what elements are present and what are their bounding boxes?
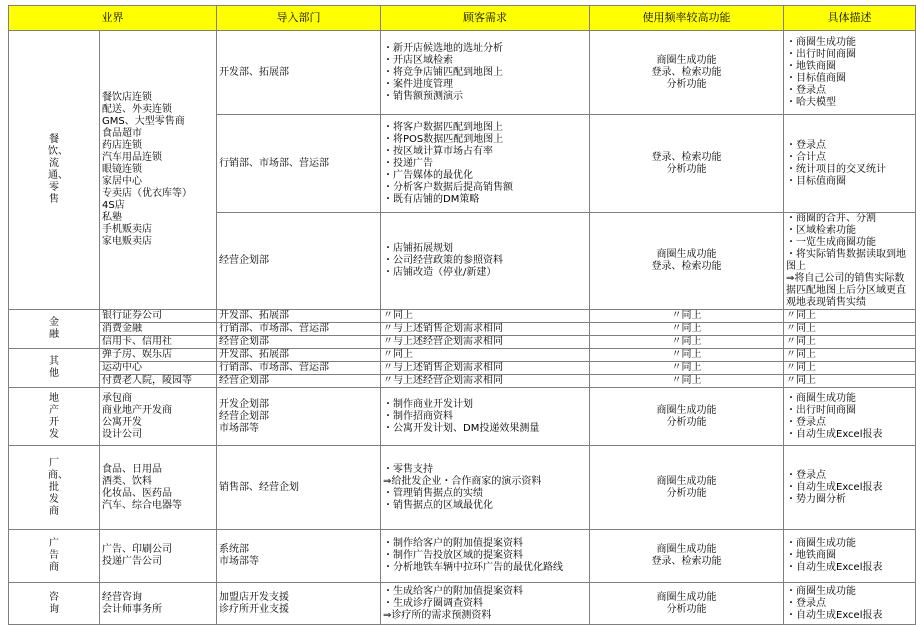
need-item: ・生成给客户的附加值提案资料	[383, 585, 523, 597]
category-cell	[9, 583, 100, 625]
department-item: 市场部等	[219, 556, 259, 567]
industry-item: 会计师事务所	[102, 603, 162, 615]
need-item: ・ 广告媒体的最优化	[383, 170, 587, 182]
description-cell: 〃同上	[784, 362, 916, 375]
needs-cell: 〃与上述经营企划需求相同	[381, 375, 590, 388]
industry-cell	[100, 388, 217, 446]
function-item: 登录、检索功能	[651, 261, 722, 272]
need-item: ・ 店铺改造（停业/新建）	[383, 267, 587, 279]
industry-item: 广告、印刷公司	[102, 544, 172, 555]
function-item: 分析功能	[666, 487, 707, 499]
description-cell	[784, 446, 916, 530]
description-item: ・ 势力圈分析	[786, 494, 913, 506]
need-item: ・ 投递广告	[383, 158, 587, 170]
description-cell	[784, 530, 916, 583]
industry-item: 眼镜连锁	[102, 164, 142, 175]
description-item: ・ 登录点	[786, 140, 913, 152]
industry-item: 商业地产开发商	[102, 404, 172, 416]
industry-item: 运动中心	[100, 362, 217, 375]
description-item: ・ 区域检索功能	[786, 225, 913, 237]
needs-cell	[381, 388, 590, 446]
need-item: ・ 按区域计算市场占有率	[383, 146, 587, 158]
function-item: 分析功能	[666, 416, 707, 428]
category-label: 金融	[49, 317, 59, 340]
industry-item: 手机贩卖店	[102, 224, 152, 235]
description-item: ・ 地铁商圈	[786, 550, 913, 562]
description-item: ・ 合计点	[786, 152, 913, 164]
description-item: ・ 自动生成Excel报表	[786, 482, 913, 494]
function-cell	[590, 213, 784, 310]
industry-item: GMS、大型零售商	[102, 116, 185, 127]
need-item: ・零售支持	[383, 463, 433, 475]
header-department: 导入部门	[217, 6, 381, 31]
department-cell: 开发部、拓展部	[217, 349, 381, 362]
description-cell	[784, 31, 916, 115]
description-cell	[784, 115, 916, 213]
function-item: 分析功能	[666, 163, 707, 175]
department-item: 开发企划部	[219, 398, 269, 410]
description-item: ・ 商圈生成功能	[786, 37, 913, 49]
description-cell: 〃同上	[784, 336, 916, 349]
industry-item: 汽车用品连锁	[102, 152, 162, 163]
industry-item: 银行证券公司	[100, 310, 217, 323]
function-item: 商圈生成功能	[656, 249, 717, 260]
header-description: 具体描述	[784, 6, 916, 31]
description-note: ⇒将自己公司的销售实际数据匹配地图上后分区域更直观地表现销售实绩	[786, 273, 906, 308]
function-item: 登录、检索功能	[651, 151, 722, 163]
function-cell: 〃同上	[590, 323, 784, 336]
description-item: ・ 统计项目的交叉统计	[786, 164, 913, 176]
needs-cell: 〃同上	[381, 349, 590, 362]
industry-item: 家居中心	[102, 176, 142, 187]
needs-cell: 〃同上	[381, 310, 590, 323]
department-item: 市场部等	[219, 422, 259, 434]
need-item: ・ 销售额预测演示	[383, 91, 587, 103]
description-item: ・ 地铁商圈	[786, 61, 913, 73]
industry-item: 食品、日用品	[102, 463, 162, 475]
need-item: ・管理销售据点的实绩	[383, 487, 483, 499]
function-item: 商圈生成功能	[656, 54, 717, 66]
need-item: ・ 制作给客户的附加值提案资料	[383, 538, 587, 550]
department-cell: 行销部、市场部、营运部	[217, 323, 381, 336]
function-cell: 〃同上	[590, 362, 784, 375]
table-row	[9, 349, 916, 362]
need-item: ・ 既有店铺的DM策略	[383, 194, 587, 206]
needs-cell	[381, 115, 590, 213]
function-item: 登录、检索功能	[651, 556, 722, 567]
need-item: ・ 制作广告投放区域的提案资料	[383, 550, 587, 562]
needs-cell	[381, 583, 590, 625]
function-cell: 〃同上	[590, 349, 784, 362]
header-needs: 顾客需求	[381, 6, 590, 31]
category-label: 广告商	[49, 538, 59, 573]
description-item: ・ 登录点	[786, 598, 913, 610]
table-row	[9, 583, 916, 625]
need-item: ・ 将竞争店铺匹配到地图上	[383, 67, 587, 79]
need-item: ・ 新开店候选地的选址分析	[383, 43, 587, 55]
industry-cell	[100, 583, 217, 625]
function-item: 商圈生成功能	[656, 544, 717, 555]
description-item: ・ 商圈的合并、分割	[786, 213, 913, 225]
department-cell	[217, 530, 381, 583]
table-row	[9, 323, 916, 336]
table-row	[9, 31, 916, 115]
description-item: ・ 出行时间商圈	[786, 49, 913, 61]
function-item: 商圈生成功能	[656, 404, 717, 416]
category-cell	[9, 349, 100, 388]
industry-item: 消费金融	[100, 323, 217, 336]
function-cell: 〃同上	[590, 336, 784, 349]
industry-item: 公寓开发	[102, 416, 142, 428]
industry-item: 药店连锁	[102, 140, 142, 151]
description-item: ・ 自动生成Excel报表	[786, 429, 913, 441]
description-item: ・ 目标值商圈	[786, 73, 913, 85]
function-cell	[590, 388, 784, 446]
description-cell: 〃同上	[784, 349, 916, 362]
description-cell: 〃同上	[784, 375, 916, 388]
industry-item: 餐饮店连锁	[102, 92, 152, 103]
description-item: ・ 商圈生成功能	[786, 538, 913, 550]
description-item: ・ 登录点	[786, 85, 913, 97]
category-label: 咨询	[49, 591, 59, 615]
need-item: ・ 公司经营政策的参照资料	[383, 255, 587, 267]
description-cell: 〃同上	[784, 310, 916, 323]
industry-item: 弹子房、娱乐店	[100, 349, 217, 362]
department-item: 加盟店开发支援	[219, 591, 289, 603]
industry-item: 食品超市	[102, 128, 142, 139]
need-item: ・ 开店区域检索	[383, 55, 587, 67]
description-cell	[784, 388, 916, 446]
industry-cell	[100, 31, 217, 310]
industry-item: 配送、外卖连锁	[102, 104, 172, 115]
description-item: ・ 登录点	[786, 417, 913, 429]
department-item: 经营企划部	[219, 410, 269, 422]
needs-cell: 〃与上述经营企划需求相同	[381, 336, 590, 349]
header-functions: 使用频率较高功能	[590, 6, 784, 31]
industry-cell	[100, 446, 217, 530]
need-item: ・ 案件进度管理	[383, 79, 587, 91]
function-cell	[590, 530, 784, 583]
department-cell: 经营企划部	[217, 213, 381, 310]
industry-item: 承包商	[102, 392, 132, 404]
department-item: 诊疗所开业支援	[219, 603, 289, 615]
industry-item: 私塾	[102, 212, 122, 223]
need-item: ・ 分析地铁车辆中拉环广告的最优化路线	[383, 562, 587, 574]
industry-item: 化妆品、医药品	[102, 487, 172, 499]
table-row	[9, 310, 916, 323]
description-item: ・ 商圈生成功能	[786, 586, 913, 598]
description-item: ・ 自动生成Excel报表	[786, 562, 913, 574]
function-item: 商圈生成功能	[656, 591, 717, 603]
needs-cell	[381, 213, 590, 310]
department-cell: 开发部、拓展部	[217, 310, 381, 323]
function-cell	[590, 583, 784, 625]
category-cell	[9, 446, 100, 530]
description-cell: 〃同上	[784, 323, 916, 336]
category-cell	[9, 310, 100, 349]
department-cell: 开发部、拓展部	[217, 31, 381, 115]
industry-item: 4S店	[102, 200, 125, 211]
function-item: 分析功能	[666, 603, 707, 615]
description-item: ・ 目标值商圈	[786, 176, 913, 188]
need-item: ・ 店铺拓展规划	[383, 243, 587, 255]
function-cell: 〃同上	[590, 375, 784, 388]
need-item: ・ 分析客户数据后提高销售额	[383, 182, 587, 194]
need-item: ⇒给批发企业・合作商家的演示资料	[383, 475, 542, 487]
industry-item: 专卖店（优衣库等）	[102, 188, 192, 199]
table-row	[9, 388, 916, 446]
function-item: 分析功能	[666, 78, 707, 90]
need-item: ⇒诊疗所的需求预测资料	[383, 609, 492, 621]
need-item: ・ 制作招商资料	[383, 411, 587, 423]
need-item: ・ 公寓开发计划、DM投递效果测量	[383, 423, 587, 435]
need-item: ・销售据点的区域最优化	[383, 499, 493, 511]
category-label: 厂商、批发商	[48, 457, 68, 517]
description-item: ・ 哈夫模型	[786, 97, 913, 109]
industry-item: 信用卡、信用社	[100, 336, 217, 349]
description-item: ・ 自动生成Excel报表	[786, 610, 913, 622]
needs-cell: 〃与上述销售企划需求相同	[381, 362, 590, 375]
description-cell	[784, 213, 916, 310]
needs-cell	[381, 446, 590, 530]
industry-item: 投递广告公司	[102, 556, 162, 567]
need-item: ・生成诊疗圈调查资料	[383, 597, 483, 609]
function-item: 登录、检索功能	[651, 66, 722, 78]
industry-cell	[100, 530, 217, 583]
description-item: ・ 登录点	[786, 470, 913, 482]
department-item: 系统部	[219, 544, 249, 555]
department-cell	[217, 583, 381, 625]
department-cell: 行销部、市场部、营运部	[217, 115, 381, 213]
description-cell	[784, 583, 916, 625]
industry-item: 付费老人院，陵园等	[100, 375, 217, 388]
table-row	[9, 375, 916, 388]
category-cell	[9, 388, 100, 446]
needs-cell: 〃与上述销售企划需求相同	[381, 323, 590, 336]
table-row	[9, 530, 916, 583]
table-row	[9, 336, 916, 349]
description-item: ・ 一览生成商圈功能	[786, 237, 913, 249]
department-cell: 行销部、市场部、营运部	[217, 362, 381, 375]
description-item: ・ 商圈生成功能	[786, 393, 913, 405]
department-cell: 销售部、经营企划	[217, 446, 381, 530]
header-industry: 业界	[9, 6, 217, 31]
function-cell	[590, 115, 784, 213]
description-item: ・ 出行时间商圈	[786, 405, 913, 417]
category-label: 其他	[49, 356, 59, 379]
category-label: 餐饮、流通、零售	[48, 134, 68, 205]
header-row	[9, 6, 916, 31]
function-cell: 〃同上	[590, 310, 784, 323]
department-cell	[217, 388, 381, 446]
need-item: ・ 将客户数据匹配到地图上	[383, 122, 587, 134]
industry-needs-table	[8, 5, 916, 625]
category-cell	[9, 530, 100, 583]
industry-item: 设计公司	[102, 428, 142, 440]
category-cell	[9, 31, 100, 310]
category-label: 地产开发	[49, 392, 59, 440]
function-item: 商圈生成功能	[656, 475, 717, 487]
industry-item: 经营咨询	[102, 591, 142, 603]
needs-cell	[381, 530, 590, 583]
needs-cell	[381, 31, 590, 115]
table-row	[9, 362, 916, 375]
industry-item: 酒类、饮料	[102, 475, 152, 487]
function-cell	[590, 31, 784, 115]
need-item: ・ 制作商业开发计划	[383, 399, 587, 411]
industry-item: 家电贩卖店	[102, 236, 152, 247]
need-item: ・ 将POS数据匹配到地图上	[383, 134, 587, 146]
table-row	[9, 446, 916, 530]
department-cell: 经营企划部	[217, 375, 381, 388]
department-cell: 经营企划部	[217, 336, 381, 349]
industry-item: 汽车、综合电器等	[102, 499, 182, 511]
description-item: ・ 将实际销售数据读取到地图上	[786, 249, 913, 273]
function-cell	[590, 446, 784, 530]
